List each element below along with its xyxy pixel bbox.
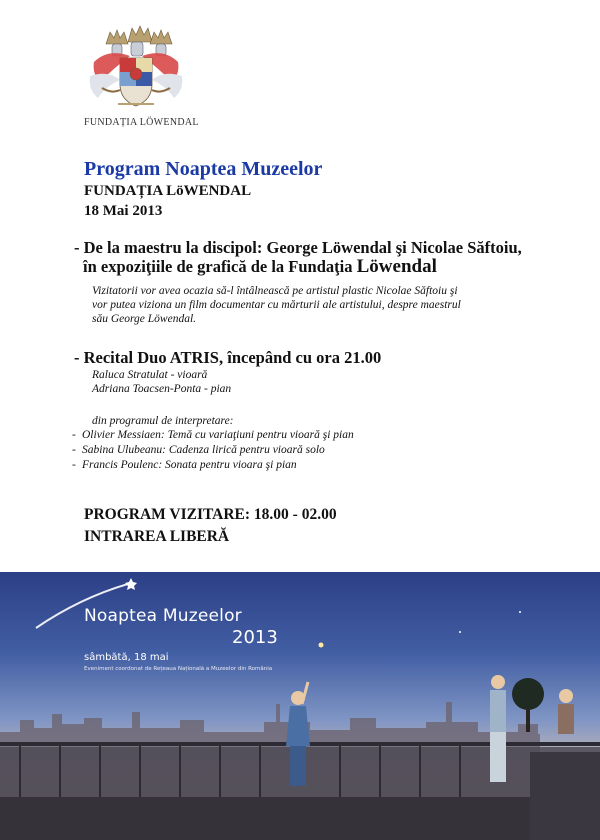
- star-icon: [319, 643, 324, 648]
- exhibition-heading-line2: [83, 257, 593, 276]
- exhibition-description-line: său George Löwendal.: [92, 313, 197, 325]
- banner-date: sâmbătă, 18 mai: [84, 652, 169, 663]
- event-banner: [0, 572, 600, 840]
- banner-year: 2013: [232, 627, 278, 648]
- balcony-floor: [0, 797, 600, 840]
- program-intro: din programul de interpretare:: [92, 415, 234, 427]
- star-icon: [125, 578, 137, 590]
- exhibition-heading-line1: - De la maestru la discipol: George Löwendal şi Nicolae Săftoiu,: [74, 238, 522, 257]
- seated-figure: [558, 689, 574, 734]
- free-entry: INTRAREA LIBERĂ: [84, 528, 230, 545]
- program-title: Program Noaptea Muzeelor: [84, 158, 323, 180]
- recital-heading: - Recital Duo ATRIS, începând cu ora 21.00: [74, 348, 382, 367]
- star-icon: [459, 631, 461, 633]
- list-item: - Sabina Ulubeanu: Cadenza lirică pentru vioară solo: [72, 444, 325, 456]
- potted-tree: [512, 678, 544, 732]
- org-name: FUNDAȚIA LÖWENDAL: [84, 117, 199, 128]
- piece-text: Olivier Messiaen: Temă cu variaţiuni pentru vioară şi pian: [82, 429, 354, 441]
- banner-title: Noaptea Muzeelor: [84, 606, 242, 626]
- exhibition-description-line: Vizitatorii vor avea ocazia să-l întâlnească pe artistul plastic Nicolae Săftoiu şi: [92, 285, 458, 297]
- visiting-hours: PROGRAM VIZITARE: 18.00 - 02.00: [84, 506, 337, 523]
- program-subtitle: FUNDAȚIA LöWENDAL: [84, 183, 252, 199]
- piece-text: Francis Poulenc: Sonata pentru vioara şi pian: [82, 459, 297, 471]
- coat-of-arms-logo: [84, 22, 188, 114]
- exhibition-heading-name: Löwendal: [356, 256, 437, 277]
- performer: Adriana Toacsen-Ponta - pian: [92, 383, 232, 395]
- list-item: - Olivier Messiaen: Temă cu variaţiuni pentru vioară şi pian: [72, 429, 354, 441]
- piece-text: Sabina Ulubeanu: Cadenza lirică pentru vioară solo: [82, 444, 325, 456]
- banner-note: Eveniment coordonat de Rețeaua Națională a Muzeelor din România: [84, 666, 273, 672]
- exhibition-description-line: vor putea viziona un film documentar cu mărturii ale artistului, despre maestrul: [92, 299, 461, 311]
- balcony-wall: [530, 752, 600, 840]
- program-date: 18 Mai 2013: [84, 203, 163, 219]
- star-icon: [519, 611, 521, 613]
- boy-figure: [490, 675, 506, 782]
- exhibition-heading-line2-text: în expoziţiile de grafică de la Fundaţia: [83, 257, 357, 276]
- list-item: - Francis Poulenc: Sonata pentru vioara şi pian: [72, 459, 297, 471]
- performer: Raluca Stratulat - vioară: [92, 369, 208, 381]
